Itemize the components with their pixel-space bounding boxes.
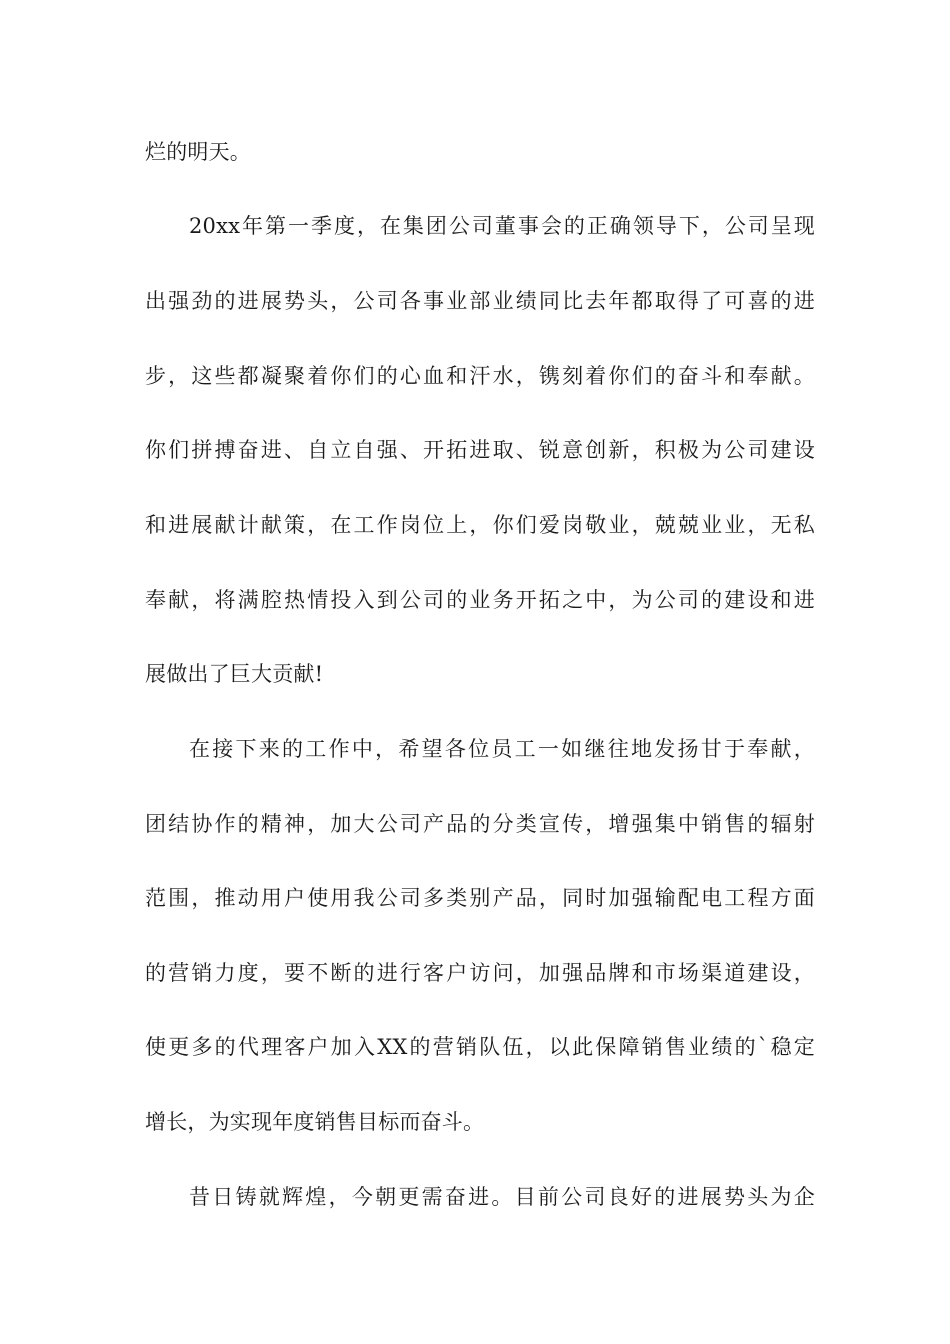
paragraph-1-line-6: 奉献，将满腔热情投入到公司的业务开拓之中，为公司的建设和进 [145, 588, 815, 612]
paragraph-3-line-1: 昔日铸就辉煌，今朝更需奋进。目前公司良好的进展势头为企 [189, 1185, 815, 1209]
paragraph-2-line-3: 范围，推动用户使用我公司多类别产品，同时加强输配电工程方面 [145, 886, 815, 910]
paragraph-2-line-6: 增长，为实现年度销售目标而奋斗。 [145, 1110, 485, 1134]
paragraph-2-line-2: 团结协作的精神，加大公司产品的分类宣传，增强集中销售的辐射 [145, 812, 815, 836]
paragraph-1-line-2: 出强劲的进展势头，公司各事业部业绩同比去年都取得了可喜的进 [145, 289, 815, 313]
paragraph-2-line-4: 的营销力度，要不断的进行客户访问，加强品牌和市场渠道建设， [145, 961, 815, 985]
paragraph-2-line-1: 在接下来的工作中，希望各位员工一如继往地发扬甘于奉献， [189, 737, 815, 761]
paragraph-1-line-3: 步，这些都凝聚着你们的心血和汗水，镌刻着你们的奋斗和奉献。 [145, 364, 815, 388]
text-line-1: 烂的明天。 [145, 140, 251, 164]
paragraph-1-line-7: 展做出了巨大贡献! [145, 662, 324, 686]
paragraph-1-line-1: 20xx年第一季度，在集团公司董事会的正确领导下，公司呈现 [189, 214, 815, 238]
paragraph-1-line-5: 和进展献计献策，在工作岗位上，你们爱岗敬业，兢兢业业，无私 [145, 513, 815, 537]
paragraph-2-line-5: 使更多的代理客户加入XX的营销队伍，以此保障销售业绩的`稳定 [145, 1035, 815, 1059]
paragraph-1-line-4: 你们拼搏奋进、自立自强、开拓进取、锐意创新，积极为公司建设 [145, 438, 815, 462]
